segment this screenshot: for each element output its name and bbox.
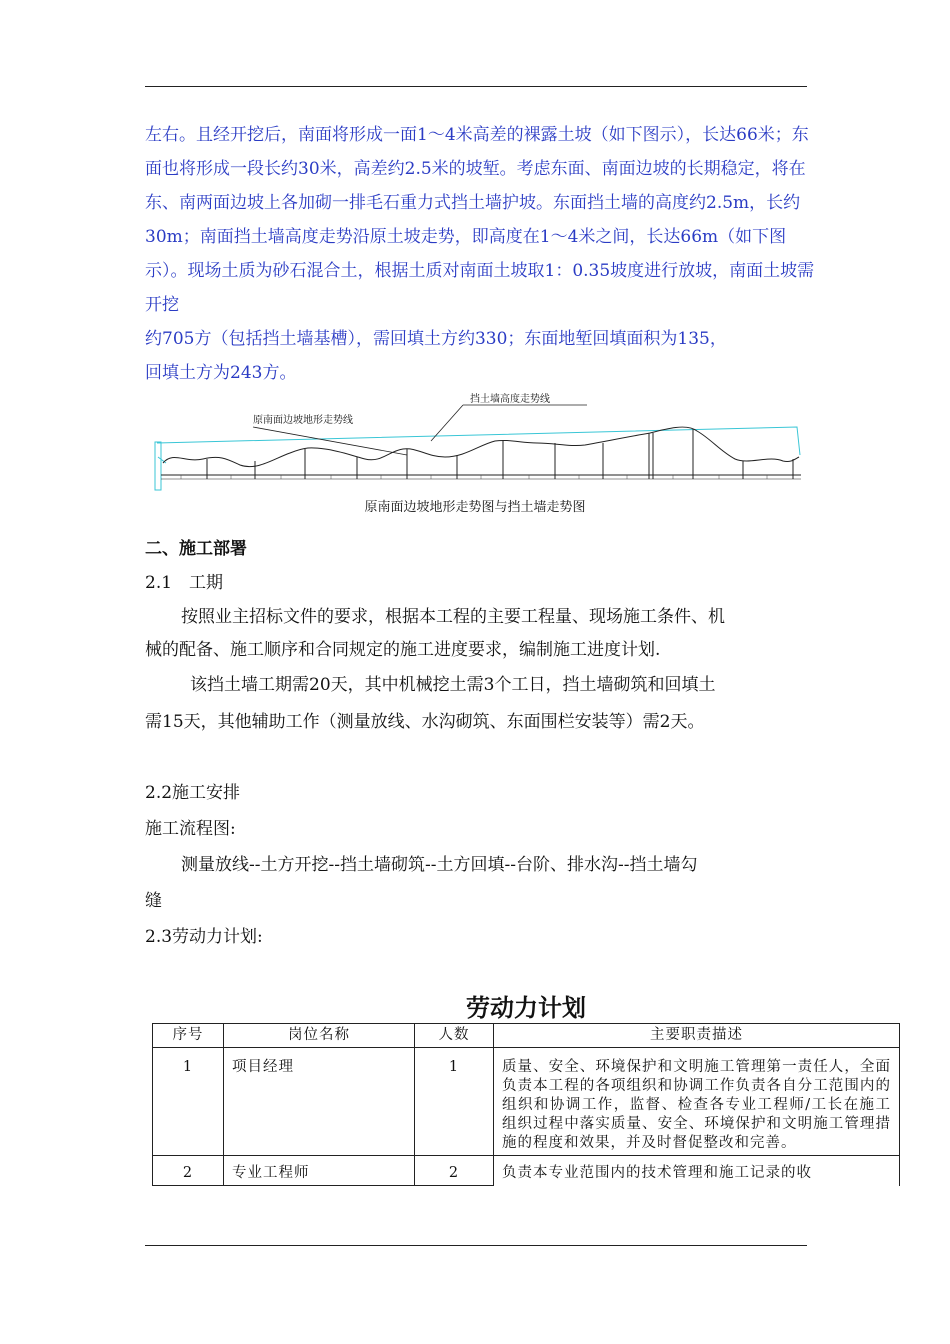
row-no: 2	[153, 1156, 224, 1186]
header-desc: 主要职责描述	[494, 1024, 900, 1048]
header-no: 序号	[153, 1024, 224, 1048]
intro-text: 左右。且经开挖后，南面将形成一面1～4米高差的裸露土坡（如下图示），长达66米；东面也将形成一段长约30米，高差约2.5米的坡堑。考虑东面、南面边坡的长期稳定，将在东、南两面边坡上各加砌一排毛石重力式挡土墙护坡。东面挡土墙的高度约2.5m，长约30m；南面挡土墙高度走势沿原土坡走势，即高度在1～4米之间，长达66m（如下图示）。现场土质为砂石混合土，根据土质对南面土坡取1：0.35坡度进行放坡，南面土坡需开挖	[145, 125, 815, 315]
diagram-caption: 原南面边坡地形走势图与挡土墙走势图	[364, 500, 586, 515]
intro-tail-1: 约705方（包括挡土墙基槽），需回填土方约330；东面地堑回填面积为135，	[145, 329, 727, 349]
slope-trend-label: 原南面边坡地形走势线	[253, 415, 353, 426]
row-count: 1	[415, 1048, 494, 1156]
table-row	[153, 1156, 900, 1186]
intro-tail-2: 回填土方为243方。	[145, 363, 297, 383]
labor-table-title: 劳动力计划	[466, 994, 586, 1022]
wall-trend-label: 挡土墙高度走势线	[470, 394, 550, 405]
row-desc: 质量、安全、环境保护和文明施工管理第一责任人，全面负责本工程的各项组织和协调工作负责各自分工范围内的组织和协调工作，监督、检查各专业工程师/工长在施工组织过程中落实质量、安全、环境保护和文明施工管理措施的程度和效果，并及时督促整改和完善。	[494, 1048, 900, 1156]
flow-label: 施工流程图:	[145, 819, 236, 839]
row-position: 专业工程师	[224, 1156, 415, 1186]
slope-trend-leader	[253, 427, 407, 455]
s21-p2-line2: 需15天，其他辅助工作（测量放线、水沟砌筑、东面围栏安装等）需2天。	[145, 712, 705, 732]
row-count: 2	[415, 1156, 494, 1186]
s23-heading: 2.3劳动力计划:	[145, 927, 263, 947]
s21-p2-line1: 该挡土墙工期需20天，其中机械挖土需3个工日，挡土墙砌筑和回填土	[190, 675, 716, 695]
slope-diagram	[145, 385, 810, 500]
intro-paragraph	[145, 118, 815, 390]
row-position: 项目经理	[224, 1048, 415, 1156]
section-title: 二、施工部署	[145, 539, 247, 559]
labor-table	[152, 1023, 900, 1186]
row-desc: 负责本专业范围内的技术管理和施工记录的收	[494, 1156, 900, 1186]
flow-line2: 缝	[145, 891, 162, 911]
footer-rule	[145, 1245, 807, 1246]
table-header-row	[153, 1024, 900, 1048]
slope-terrain-line	[163, 427, 799, 467]
header-rule	[145, 86, 807, 87]
s21-p1-line1: 按照业主招标文件的要求，根据本工程的主要工程量、现场施工条件、机	[181, 607, 725, 627]
s21-p1-line2: 械的配备、施工顺序和合同规定的施工进度要求，编制施工进度计划.	[145, 640, 661, 660]
left-end-post	[155, 442, 161, 490]
header-position: 岗位名称	[224, 1024, 415, 1048]
header-count: 人数	[415, 1024, 494, 1048]
row-no: 1	[153, 1048, 224, 1156]
table-row	[153, 1048, 900, 1156]
s22-heading: 2.2施工安排	[145, 783, 241, 803]
flow-line1: 测量放线--土方开挖--挡土墙砌筑--土方回填--台阶、排水沟--挡土墙勾	[181, 855, 698, 875]
wall-trend-line	[157, 427, 800, 455]
s21-heading: 2.1 工期	[145, 573, 224, 593]
